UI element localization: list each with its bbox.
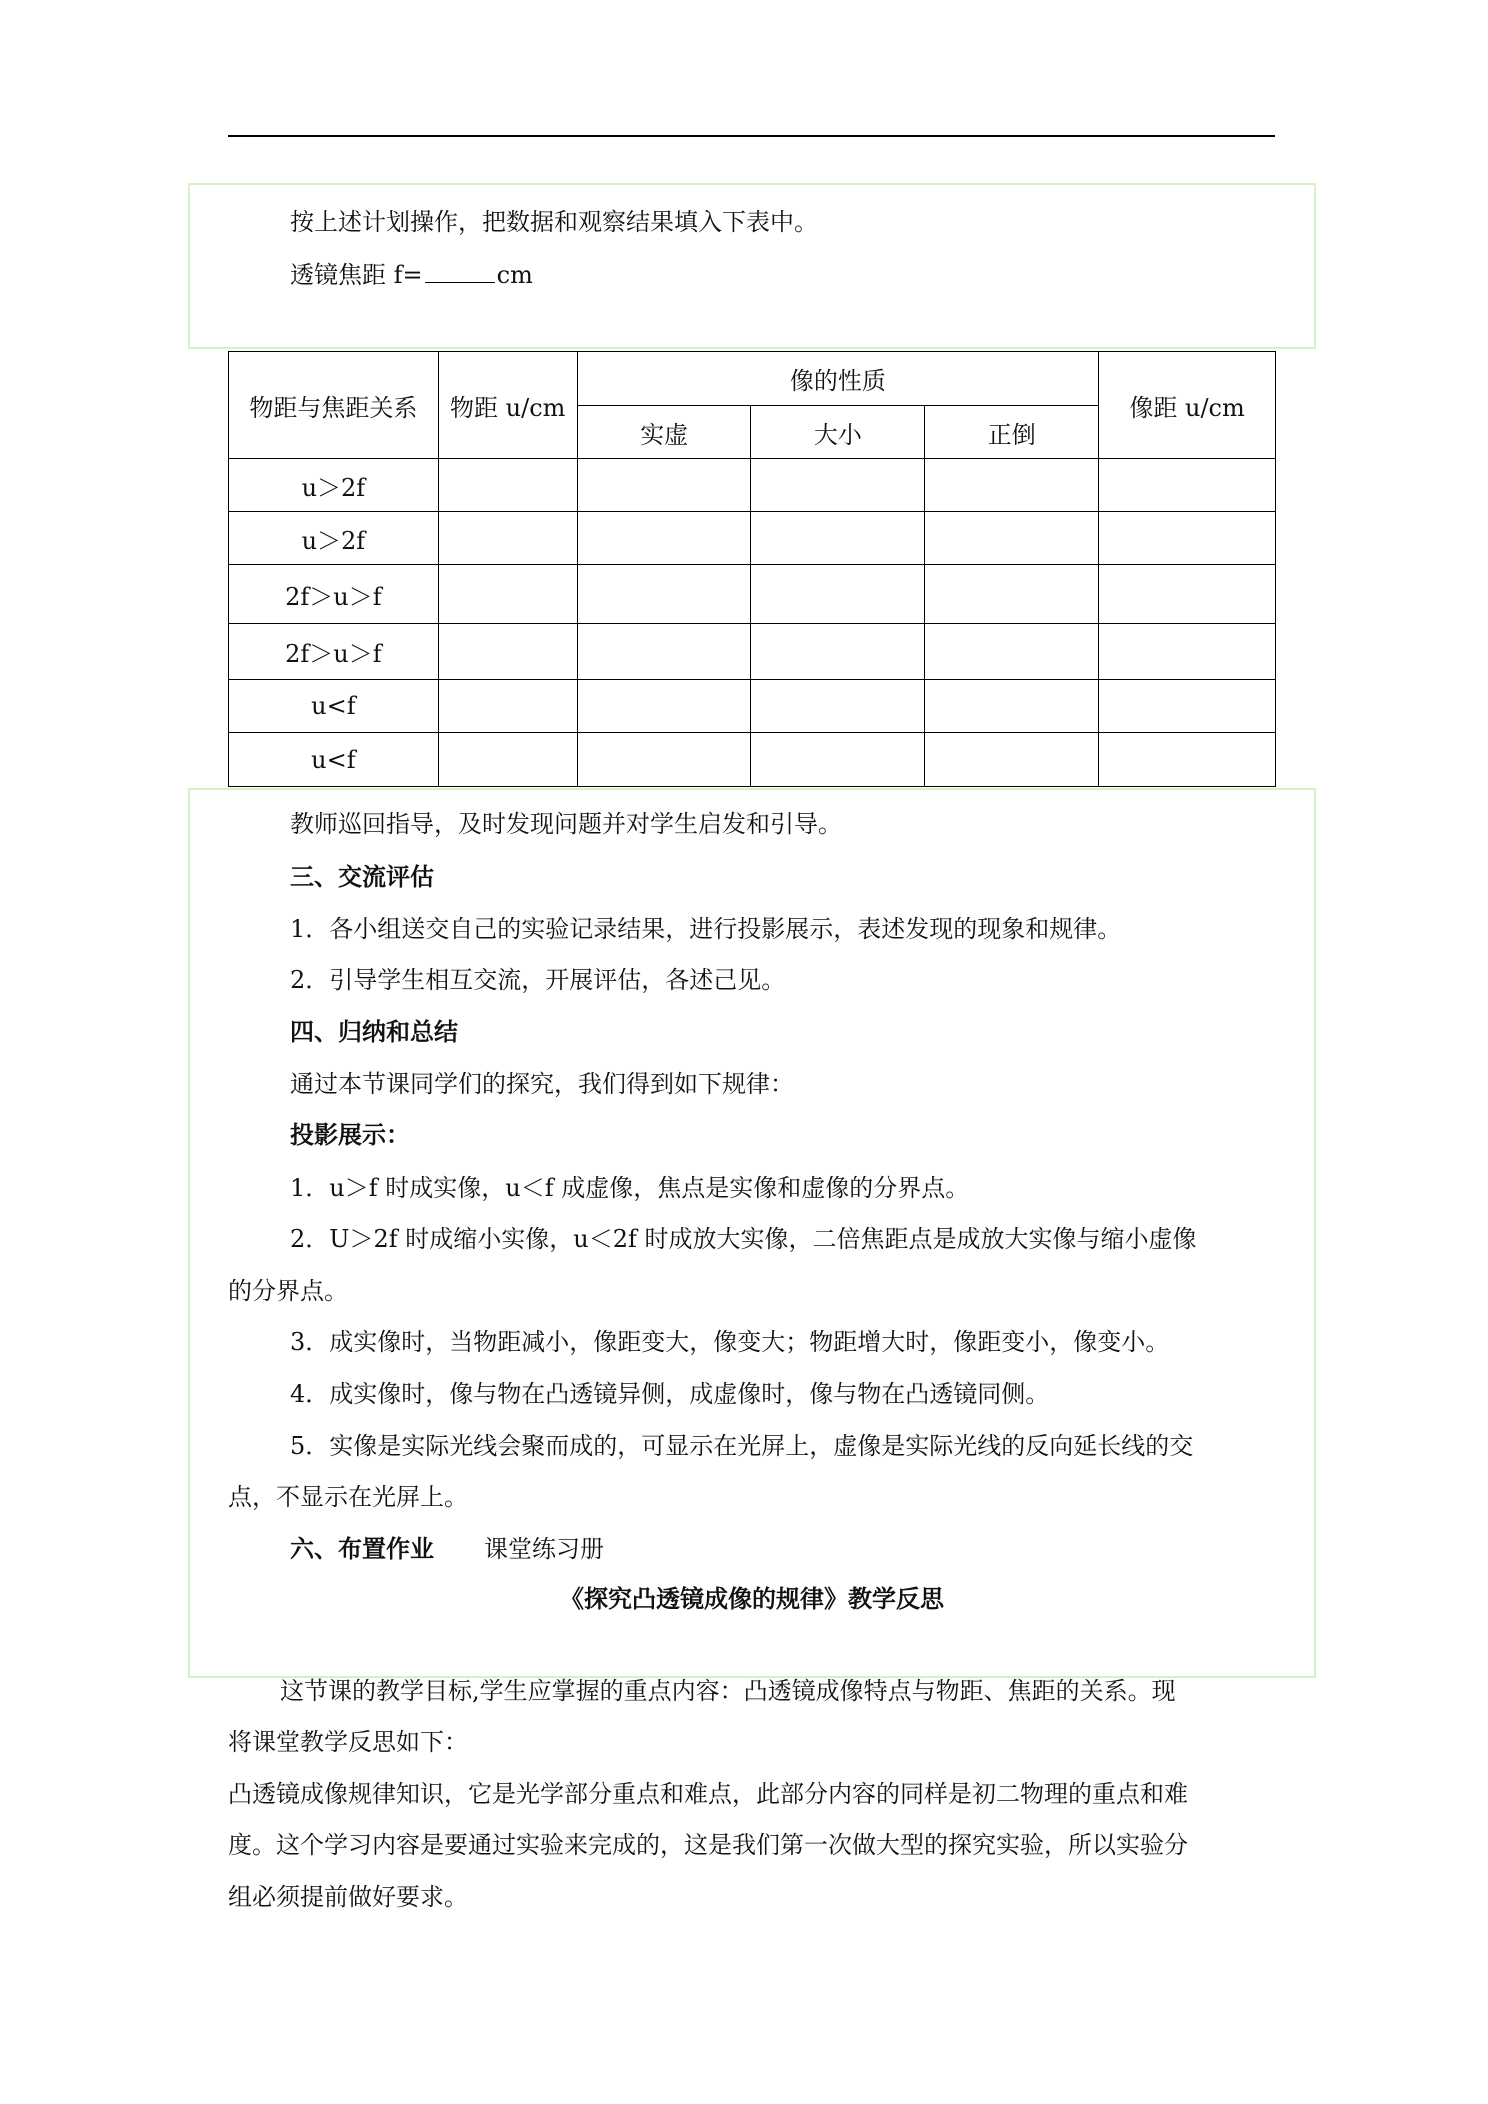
header-rule (228, 135, 1275, 137)
table-cell (438, 624, 577, 680)
rule-5-line2: 点，不显示在光屏上。 (228, 1483, 468, 1511)
header-relation: 物距与焦距关系 (229, 352, 439, 459)
table-row (229, 624, 1276, 680)
heading-homework: 六、布置作业 (290, 1534, 434, 1563)
focal-length-line (290, 259, 533, 291)
table-cell (751, 459, 925, 512)
focal-blank (425, 260, 495, 283)
rule-2-line1: 2．U＞2f 时成缩小实像，u＜2f 时成放大实像，二倍焦距点是成放大实像与缩小虚像 (290, 1225, 1197, 1253)
table-cell (577, 565, 751, 624)
table-cell (1099, 512, 1276, 565)
table-cell (1099, 459, 1276, 512)
intro-line: 按上述计划操作，把数据和观察结果填入下表中。 (290, 208, 818, 236)
table-cell (438, 733, 577, 787)
table-row (229, 680, 1276, 733)
data-table (228, 351, 1276, 787)
table-cell (438, 565, 577, 624)
table-cell (925, 459, 1099, 512)
table-cell (438, 512, 577, 565)
row-relation: 2f＞u＞f (229, 565, 439, 624)
header-orientation: 正倒 (925, 406, 1099, 459)
homework-line (290, 1533, 604, 1565)
heading-projection: 投影展示： (290, 1120, 410, 1149)
table-cell (577, 624, 751, 680)
paragraph-exchange-2: 2．引导学生相互交流，开展评估，各述己见。 (290, 966, 786, 994)
table-cell (925, 565, 1099, 624)
table-cell (577, 680, 751, 733)
row-relation: u＞2f (229, 512, 439, 565)
table-cell (925, 733, 1099, 787)
header-size: 大小 (751, 406, 925, 459)
reflection-p2-line1: 凸透镜成像规律知识，它是光学部分重点和难点，此部分内容的同样是初二物理的重点和难 (228, 1780, 1188, 1808)
table-cell (1099, 733, 1276, 787)
table-row (229, 459, 1276, 512)
table-cell (751, 565, 925, 624)
rule-2-line2: 的分界点。 (228, 1277, 348, 1305)
paragraph-exchange-1: 1．各小组送交自己的实验记录结果，进行投影展示，表述发现的现象和规律。 (290, 915, 1122, 943)
rule-4: 4．成实像时，像与物在凸透镜异侧，成虚像时，像与物在凸透镜同侧。 (290, 1380, 1050, 1408)
row-relation: u＞2f (229, 459, 439, 512)
paragraph-summary-intro: 通过本节课同学们的探究，我们得到如下规律： (290, 1070, 794, 1098)
reflection-p2-line3: 组必须提前做好要求。 (228, 1883, 468, 1911)
table-cell (438, 459, 577, 512)
table-cell (751, 512, 925, 565)
table-cell (1099, 624, 1276, 680)
row-relation: 2f＞u＞f (229, 624, 439, 680)
table-cell (751, 680, 925, 733)
reflection-p2-line2: 度。这个学习内容是要通过实验来完成的，这是我们第一次做大型的探究实验，所以实验分 (228, 1831, 1188, 1859)
rule-5-line1: 5．实像是实际光线会聚而成的，可显示在光屏上，虚像是实际光线的反向延长线的交 (290, 1432, 1194, 1460)
header-image-nature: 像的性质 (577, 352, 1098, 406)
homework-text: 课堂练习册 (484, 1535, 604, 1563)
table-cell (438, 680, 577, 733)
table-cell (925, 512, 1099, 565)
focal-unit: cm (496, 261, 533, 289)
heading-summary: 四、归纳和总结 (290, 1017, 458, 1046)
table-row (229, 733, 1276, 787)
table-row (229, 565, 1276, 624)
table-cell (1099, 565, 1276, 624)
header-real-virtual: 实虚 (577, 406, 751, 459)
table-cell (577, 512, 751, 565)
table-row (229, 512, 1276, 565)
table-cell (925, 624, 1099, 680)
rule-1: 1．u＞f 时成实像，u＜f 成虚像，焦点是实像和虚像的分界点。 (290, 1174, 970, 1202)
rule-3: 3．成实像时，当物距减小，像距变大，像变大；物距增大时，像距变小，像变小。 (290, 1328, 1170, 1356)
reflection-p1-line2: 将课堂教学反思如下： (228, 1728, 468, 1756)
table-cell (751, 733, 925, 787)
header-image-distance: 像距 u/cm (1099, 352, 1276, 459)
paragraph-teacher-guidance: 教师巡回指导，及时发现问题并对学生启发和引导。 (290, 810, 842, 838)
table-cell (577, 733, 751, 787)
table-cell (577, 459, 751, 512)
row-relation: u<f (229, 680, 439, 733)
reflection-title: 《探究凸透镜成像的规律》教学反思 (560, 1584, 944, 1613)
reflection-p1-line1: 这节课的教学目标,学生应掌握的重点内容：凸透镜成像特点与物距、焦距的关系。现 (280, 1677, 1176, 1705)
header-object-distance: 物距 u/cm (438, 352, 577, 459)
table-cell (1099, 680, 1276, 733)
row-relation: u<f (229, 733, 439, 787)
focal-prefix: 透镜焦距 f= (290, 261, 423, 289)
table-cell (925, 680, 1099, 733)
heading-exchange-evaluation: 三、交流评估 (290, 862, 434, 891)
table-cell (751, 624, 925, 680)
